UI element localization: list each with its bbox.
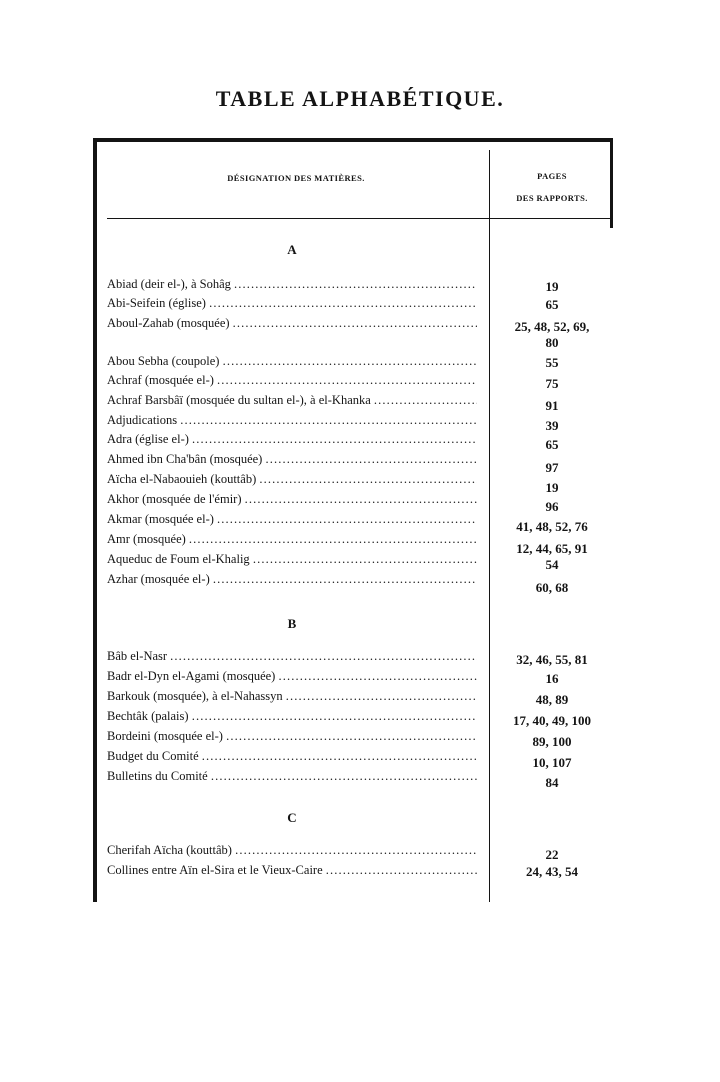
column-header-subjects: DÉSIGNATION DES MATIÈRES. — [227, 173, 365, 183]
index-entry — [107, 840, 477, 860]
index-entry — [107, 429, 477, 449]
entry-pages: 84 — [545, 775, 559, 790]
entry-term: Bâb el-Nasr — [107, 649, 168, 663]
column-divider — [489, 150, 490, 902]
entry-pages: 65 — [545, 437, 559, 452]
entry-pages: 91 — [545, 398, 559, 413]
section-letter-a: A — [287, 242, 297, 257]
entry-term: Adra (église el-) — [107, 432, 189, 446]
entry-pages: 25, 48, 52, 69, — [514, 319, 590, 334]
entry-term: Bechtâk (palais) — [107, 709, 189, 723]
index-entry — [107, 489, 477, 509]
entry-pages: 55 — [545, 355, 559, 370]
entry-term: Achraf Barsbâï (mosquée du sultan el-), à el-Khanka — [107, 393, 371, 407]
index-entry — [107, 549, 477, 569]
entry-term: Badr el-Dyn el-Agami (mosquée) — [107, 669, 276, 683]
index-entry — [107, 370, 477, 390]
index-entry — [107, 529, 477, 549]
entry-pages: 17, 40, 49, 100 — [513, 713, 591, 728]
entry-pages: 22 — [545, 847, 559, 862]
entry-pages: 60, 68 — [535, 580, 569, 595]
entry-pages: 16 — [545, 671, 559, 686]
entry-term: Aqueduc de Foum el-Khalig — [107, 552, 250, 566]
entry-pages: 12, 44, 65, 91 — [516, 541, 588, 556]
index-entry — [107, 746, 477, 766]
entry-pages: 41, 48, 52, 76 — [516, 519, 588, 534]
entry-pages: 65 — [545, 297, 559, 312]
entry-term: Bulletins du Comité — [107, 769, 208, 783]
entry-term: Barkouk (mosquée), à el-Nahassyn — [107, 689, 283, 703]
index-entry — [107, 274, 477, 294]
header-rule — [107, 218, 612, 219]
index-entry — [107, 726, 477, 746]
entry-pages: 54 — [545, 557, 559, 572]
entry-term: Aïcha el-Nabaouieh (kouttâb) — [107, 472, 257, 486]
column-header-pages-line2: DES RAPPORTS. — [516, 193, 588, 203]
entry-pages: 96 — [545, 499, 559, 514]
entry-term: Aboul-Zahab (mosquée) — [107, 316, 230, 330]
index-entry — [107, 860, 477, 880]
column-header-pages-line1: PAGES — [537, 171, 567, 181]
column-header-pages — [491, 165, 613, 209]
entry-term: Amr (mosquée) — [107, 532, 186, 546]
entry-term: Abou Sebha (coupole) — [107, 354, 220, 368]
entry-pages: 75 — [545, 376, 559, 391]
index-entry — [107, 351, 477, 371]
index-entry — [107, 293, 477, 313]
entry-term: Achraf (mosquée el-) — [107, 373, 214, 387]
entry-pages: 97 — [545, 460, 559, 475]
index-entry — [107, 666, 477, 686]
entry-term: Adjudications — [107, 413, 178, 427]
index-entry — [107, 686, 477, 706]
index-entry — [107, 706, 477, 726]
index-entry — [107, 766, 477, 786]
entry-term: Abi-Seifein (église) — [107, 296, 206, 310]
index-entry — [107, 390, 477, 410]
page-title: TABLE ALPHABÉTIQUE. — [215, 86, 505, 111]
entry-term: Abiad (deir el-), à Sohâg — [107, 277, 231, 291]
table-top-rule — [93, 138, 613, 142]
index-entry — [107, 569, 477, 589]
entry-pages: 89, 100 — [532, 734, 572, 749]
section-letter-c: C — [287, 810, 297, 825]
entry-pages: 48, 89 — [535, 692, 569, 707]
index-entry — [107, 646, 477, 666]
entry-term: Collines entre Aïn el-Sira et le Vieux-Caire — [107, 863, 323, 877]
entry-pages: 19 — [545, 279, 559, 294]
index-entry — [107, 509, 477, 529]
entry-term: Budget du Comité — [107, 749, 199, 763]
entry-pages: 10, 107 — [532, 755, 572, 770]
entry-pages: 24, 43, 54 — [526, 864, 578, 879]
index-entry — [107, 410, 477, 430]
entry-term: Akhor (mosquée de l'émir) — [107, 492, 242, 506]
entry-term: Azhar (mosquée el-) — [107, 572, 210, 586]
index-entry — [107, 313, 477, 333]
entry-pages: 32, 46, 55, 81 — [516, 652, 588, 667]
entry-term: Cherifah Aïcha (kouttâb) — [107, 843, 232, 857]
entry-pages-continued: 80 — [545, 335, 559, 350]
entry-pages: 39 — [545, 418, 559, 433]
entry-pages: 19 — [545, 480, 559, 495]
index-table — [93, 138, 613, 902]
entry-term: Ahmed ibn Cha'bân (mosquée) — [107, 452, 263, 466]
entry-term: Bordeini (mosquée el-) — [107, 729, 223, 743]
entry-term: Akmar (mosquée el-) — [107, 512, 214, 526]
index-entry — [107, 469, 477, 489]
index-entry — [107, 449, 477, 469]
section-letter-b: B — [287, 616, 297, 631]
